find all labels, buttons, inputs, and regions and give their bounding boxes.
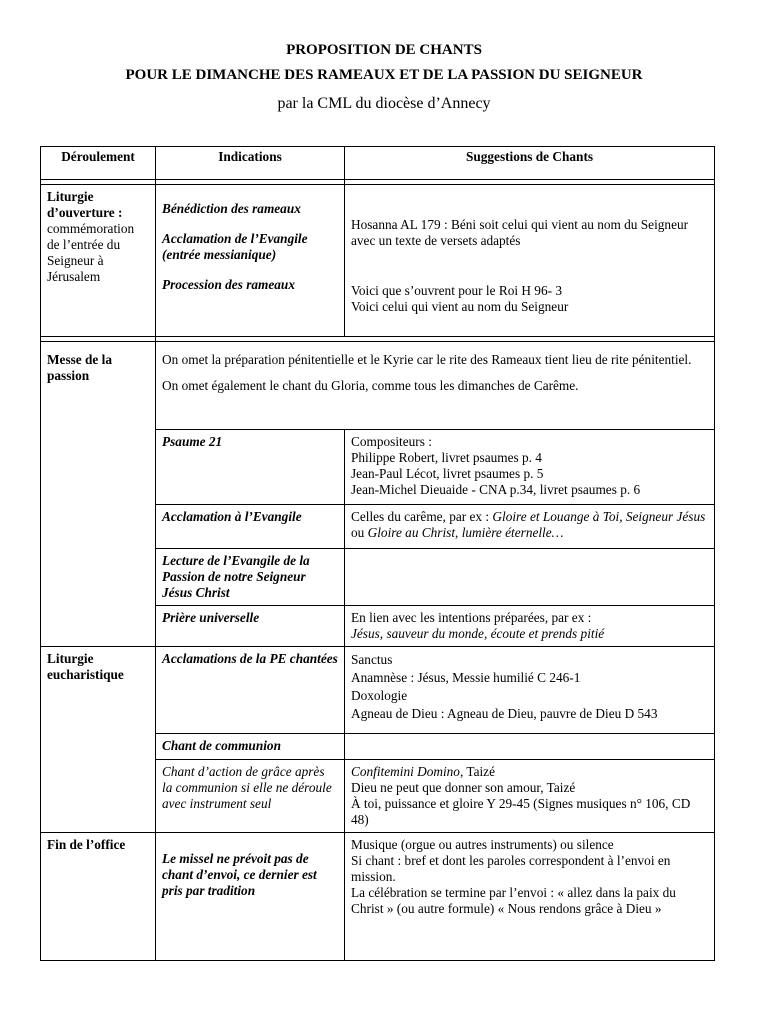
row-liturgie-ouverture (41, 185, 715, 337)
title-line-2: POUR LE DIMANCHE DES RAMEAUX ET DE LA PASSION DU SEIGNEUR (125, 67, 643, 83)
priere-label: Prière universelle (162, 610, 260, 625)
pe-label: Acclamations de la PE chantées (162, 651, 338, 666)
title-line-1: PROPOSITION DE CHANTS (286, 42, 482, 58)
indication-benediction: Bénédiction des rameaux (162, 201, 301, 216)
fin-musique: Musique (orgue ou autres instruments) ou silence (351, 837, 614, 852)
suggestions-communion (345, 734, 715, 760)
grace-dieu-amour: Dieu ne peut que donner son amour, Taizé (351, 780, 576, 795)
indication-communion (156, 734, 345, 760)
section-desc: commémoration de l’entrée du Seigneur à Jérusalem (47, 221, 135, 284)
indication-lecture (156, 549, 345, 606)
header-indications: Indications (156, 147, 345, 180)
pe-agneau: Agneau de Dieu : Agneau de Dieu, pauvre de Dieu D 543 (351, 706, 658, 721)
pe-doxologie: Doxologie (351, 688, 408, 703)
section-fin-office (41, 833, 156, 961)
fin-celebration: La célébration se termine par l’envoi : « allez dans la paix du Christ » (ou autre formule) « Nous rendons grâce à Dieu » (351, 885, 676, 916)
psaume-lecot: Jean-Paul Lécot, livret psaumes p. 5 (351, 466, 544, 481)
acclamation-intro: Celles du carême, par ex : (351, 509, 493, 524)
section-title: Fin de l’office (47, 837, 126, 852)
acclamation-suggestion (351, 509, 708, 541)
suggestions-action-grace (345, 760, 715, 833)
pe-anamnese: Anamnèse : Jésus, Messie humilié C 246-1 (351, 670, 581, 685)
indication-action-grace (156, 760, 345, 833)
section-messe-passion (41, 342, 156, 647)
psaume-dieuaide: Jean-Michel Dieuaide - CNA p.34, livret psaumes p. 6 (351, 482, 641, 497)
suggestion-hosanna: Hosanna AL 179 : Béni soit celui qui vient au nom du Seigneur avec un texte de versets adaptés (351, 217, 689, 248)
action-grace-label: Chant d’action de grâce après la communion si elle ne déroule avec instrument seul (162, 764, 332, 811)
section-title: Messe de la passion (47, 352, 112, 383)
acclamation-label: Acclamation à l’Evangile (162, 509, 302, 524)
psaume-compositeurs: Compositeurs : (351, 434, 432, 449)
indication-psaume (156, 430, 345, 505)
indication-procession: Procession des rameaux (162, 277, 295, 292)
suggestion-voici-roi: Voici que s’ouvrent pour le Roi H 96- 3 (351, 283, 562, 298)
priere-jesus: Jésus, sauveur du monde, écoute et prends pitié (351, 626, 605, 641)
row-fin-office (41, 833, 715, 961)
indication-acclamation: Acclamation de l’Evangile (entrée messianique) (162, 231, 308, 262)
indication-pe (156, 647, 345, 734)
communion-label: Chant de communion (162, 738, 281, 753)
section-title: Liturgie d’ouverture : (47, 189, 123, 220)
section-liturgie-eucharistique (41, 647, 156, 833)
suggestions-fin-office (345, 833, 715, 961)
suggestions-acclamation (345, 505, 715, 549)
suggestions-pe (345, 647, 715, 734)
header-deroulement: Déroulement (41, 147, 156, 180)
psaume-robert: Philippe Robert, livret psaumes p. 4 (351, 450, 542, 465)
indication-fin-office (156, 833, 345, 961)
acclamation-gloire-louange: Gloire et Louange à Toi, Seigneur Jésus (492, 509, 706, 524)
chants-table (40, 146, 715, 961)
subtitle: par la CML du diocèse d’Annecy (277, 95, 491, 112)
acclamation-ou: ou (351, 525, 368, 540)
fin-office-label: Le missel ne prévoit pas de chant d’envoi, ce dernier est pris par tradition (162, 851, 317, 898)
fin-si-chant: Si chant : bref et dont les paroles correspondent à l’envoi en mission. (351, 853, 671, 884)
section-title: Liturgie eucharistique (47, 651, 124, 682)
section-liturgie-ouverture (41, 185, 156, 337)
suggestions-priere (345, 606, 715, 647)
suggestions-psaume (345, 430, 715, 505)
confitemini-title: Confitemini Domino (351, 764, 460, 779)
row-acclamations-pe (41, 647, 715, 734)
indications-ouverture (156, 185, 345, 337)
note-kyrie: On omet la préparation pénitentielle et le Kyrie car le rite des Rameaux tient lieu de rite pénitentiel. (162, 352, 692, 367)
pe-sanctus: Sanctus (351, 652, 393, 667)
suggestions-ouverture (345, 185, 715, 337)
indication-acclamation-evangile (156, 505, 345, 549)
suggestion-voici-celui: Voici celui qui vient au nom du Seigneur (351, 299, 569, 314)
suggestions-lecture (345, 549, 715, 606)
notes-messe-passion (156, 342, 715, 430)
lecture-label: Lecture de l’Evangile de la Passion de notre Seigneur Jésus Christ (162, 553, 310, 600)
confitemini-source: , Taizé (459, 764, 495, 779)
acclamation-gloire-christ: Gloire au Christ, lumière éternelle… (367, 525, 564, 540)
psaume-label: Psaume 21 (162, 434, 223, 449)
row-messe-passion-notes (41, 342, 715, 430)
header-suggestions: Suggestions de Chants (345, 147, 715, 180)
priere-intro: En lien avec les intentions préparées, par ex : (351, 610, 592, 625)
note-gloria: On omet également le chant du Gloria, comme tous les dimanches de Carême. (162, 378, 579, 393)
grace-a-toi: À toi, puissance et gloire Y 29-45 (Signes musiques n° 106, CD 48) (351, 796, 691, 827)
grace-confitemini (351, 764, 708, 780)
table-header-row (41, 147, 715, 180)
indication-priere (156, 606, 345, 647)
